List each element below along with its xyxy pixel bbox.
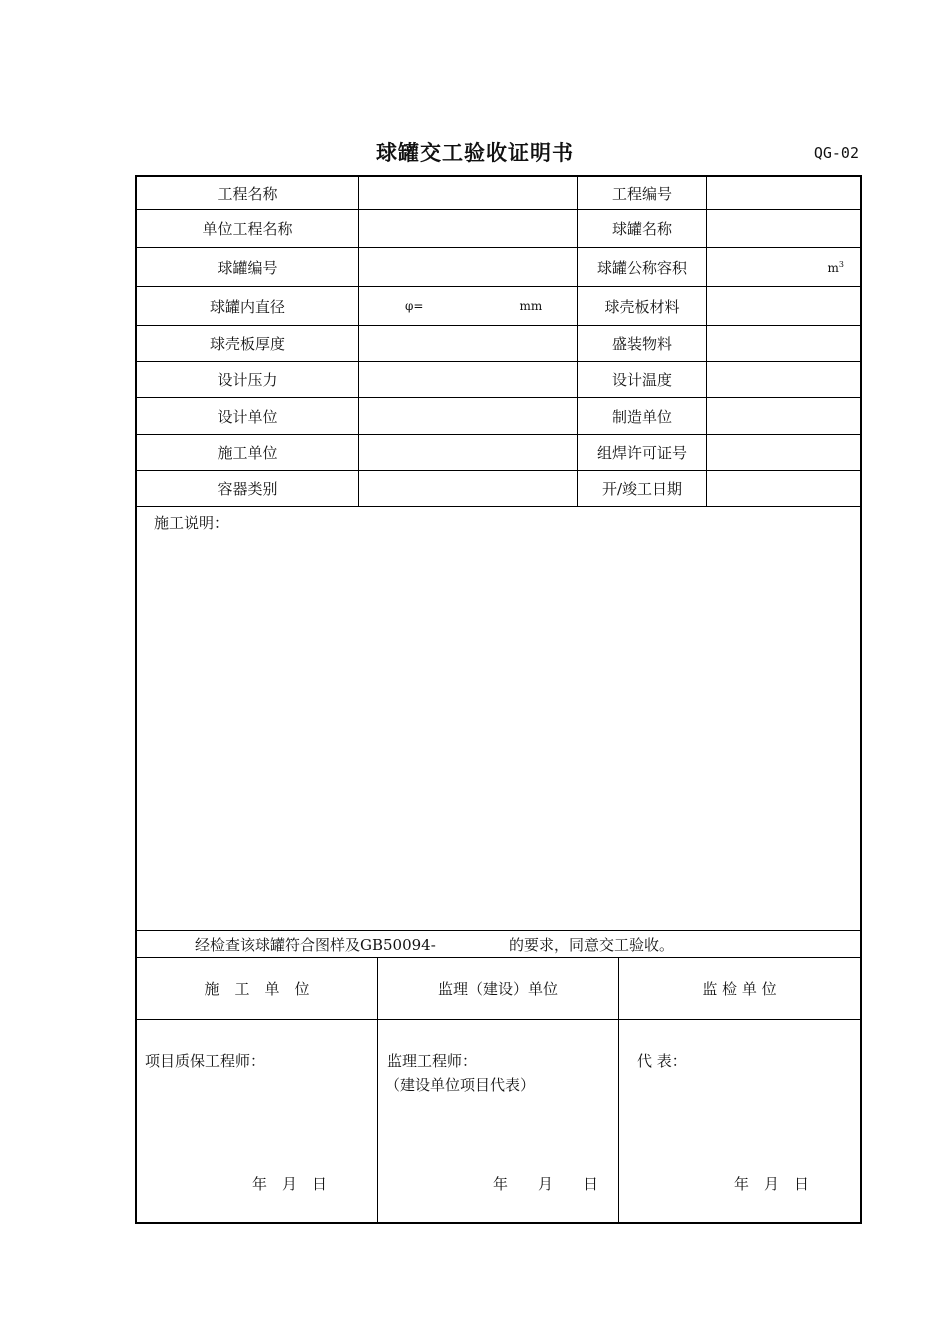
field-shell-thickness[interactable] xyxy=(359,326,577,361)
field-start-end-date[interactable] xyxy=(707,471,860,506)
label-contents: 盛装物料 xyxy=(611,335,672,353)
field-design-temperature[interactable] xyxy=(707,362,860,397)
field-design-unit[interactable] xyxy=(359,398,577,434)
label-nominal-volume: 球罐公称容积 xyxy=(596,258,687,277)
header-inspection-unit: 监 检 单 位 xyxy=(702,980,777,998)
field-vessel-category[interactable] xyxy=(359,471,577,506)
field-shell-material[interactable] xyxy=(707,287,860,325)
conclusion-prefix: 经检查该球罐符合图样及GB50094- xyxy=(195,936,436,954)
label-inner-diameter: 球罐内直径 xyxy=(209,297,285,316)
field-nominal-volume[interactable] xyxy=(707,248,860,286)
conclusion-suffix: 的要求，同意交工验收。 xyxy=(509,936,675,954)
field-tank-number[interactable] xyxy=(359,248,577,286)
document-title: 球罐交工验收证明书 xyxy=(376,141,574,165)
label-design-temperature: 设计温度 xyxy=(611,371,672,389)
field-contents[interactable] xyxy=(707,326,860,361)
volume-unit: $m^3$ xyxy=(827,259,844,275)
label-shell-thickness: 球壳板厚度 xyxy=(209,335,285,353)
label-start-end-date: 开/竣工日期 xyxy=(601,480,683,498)
notes-area[interactable] xyxy=(137,537,860,927)
inspection-representative-label: 代 表： xyxy=(637,1052,687,1070)
supervision-owner-rep-label: （建设单位项目代表） xyxy=(385,1076,536,1094)
field-project-name[interactable] xyxy=(359,177,577,209)
label-tank-number: 球罐编号 xyxy=(217,258,278,277)
label-design-unit: 设计单位 xyxy=(217,407,278,426)
inspection-date: 年 月 日 xyxy=(734,1175,810,1193)
field-tank-name[interactable] xyxy=(707,210,860,247)
header-construction-unit: 施 工 单 位 xyxy=(204,980,310,998)
supervision-date: 年 月 日 xyxy=(493,1175,599,1193)
field-project-number[interactable] xyxy=(707,177,860,209)
field-manufacturer[interactable] xyxy=(707,398,860,434)
label-welding-license: 组焊许可证号 xyxy=(596,444,687,462)
label-project-name: 工程名称 xyxy=(217,184,278,203)
field-design-pressure[interactable] xyxy=(359,362,577,397)
label-project-number: 工程编号 xyxy=(611,184,672,203)
label-construction-unit: 施工单位 xyxy=(217,444,278,462)
label-design-pressure: 设计压力 xyxy=(217,371,278,389)
field-unit-project-name[interactable] xyxy=(359,210,577,247)
construction-date: 年 月 日 xyxy=(252,1175,328,1193)
diameter-unit: mm xyxy=(519,299,543,313)
document-code: QG-02 xyxy=(813,144,859,162)
label-unit-project-name: 单位工程名称 xyxy=(202,220,293,238)
field-inner-diameter[interactable] xyxy=(359,287,577,325)
label-manufacturer: 制造单位 xyxy=(611,407,672,426)
field-construction-unit[interactable] xyxy=(359,435,577,470)
label-vessel-category: 容器类别 xyxy=(217,480,278,498)
label-tank-name: 球罐名称 xyxy=(611,220,672,238)
form-frame xyxy=(135,175,862,1224)
supervision-engineer-label: 监理工程师： xyxy=(387,1052,478,1070)
field-welding-license[interactable] xyxy=(707,435,860,470)
header-supervision-unit: 监理（建设）单位 xyxy=(437,980,558,998)
label-shell-material: 球壳板材料 xyxy=(604,297,680,316)
construction-qa-engineer-label: 项目质保工程师： xyxy=(145,1052,266,1070)
diameter-prefix: φ= xyxy=(405,299,424,313)
notes-label: 施工说明： xyxy=(154,514,230,532)
